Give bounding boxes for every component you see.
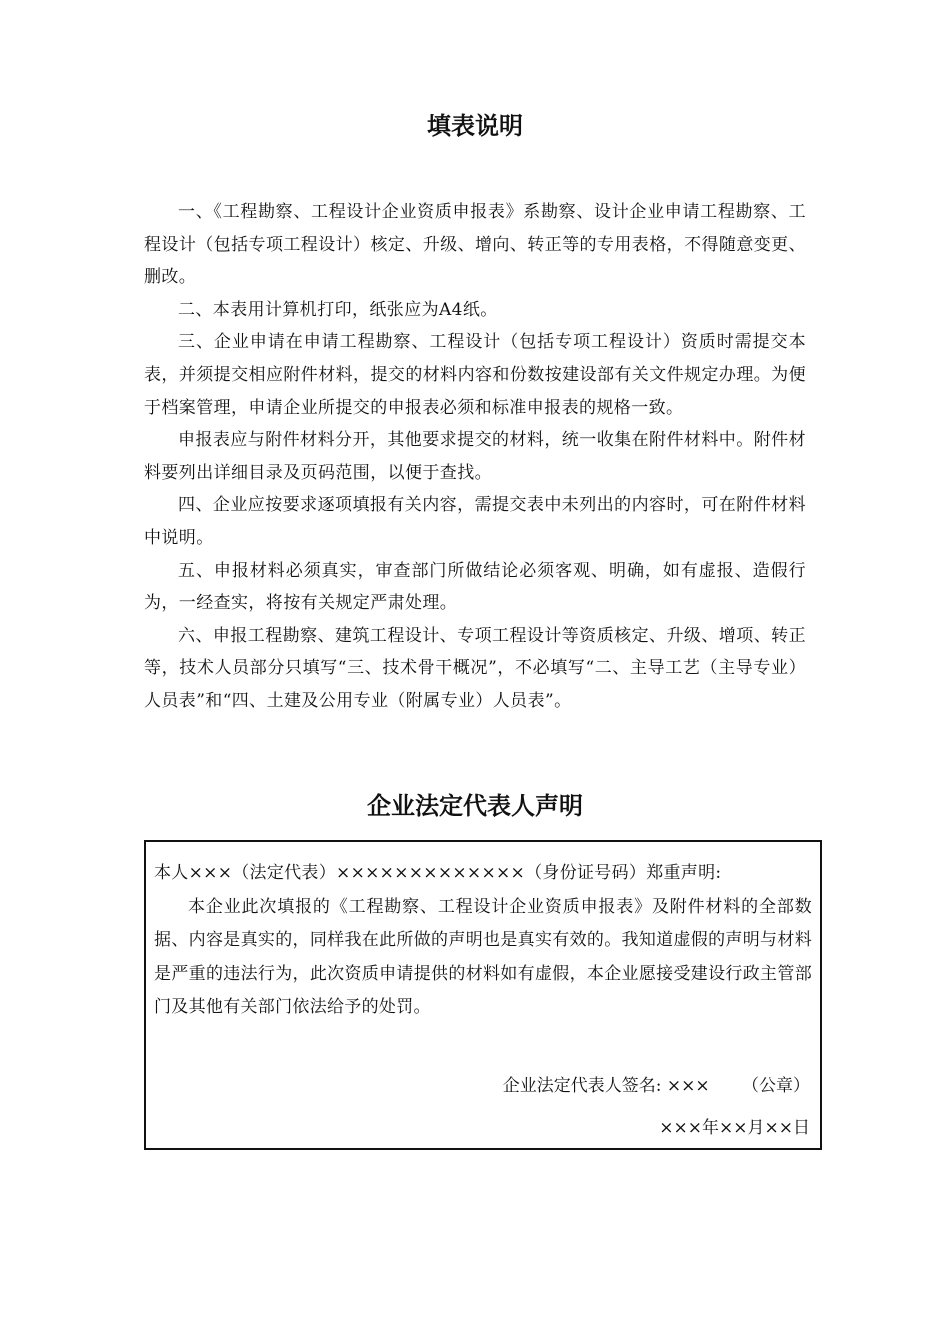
instruction-paragraph: 一、《工程勘察、工程设计企业资质申报表》系勘察、设计企业申请工程勘察、工程设计（包括专项工程设计）核定、升级、增向、转正等的专用表格，不得随意变更、删改。 bbox=[144, 202, 806, 288]
instruction-paragraph: 四、企业应按要求逐项填报有关内容，需提交表中未列出的内容时，可在附件材料中说明。 bbox=[144, 495, 806, 548]
declaration-title: 企业法定代表人声明 bbox=[367, 791, 583, 820]
instruction-paragraph: 二、本表用计算机打印，纸张应为A4纸。 bbox=[178, 299, 498, 320]
declaration-intro: 本人×××（法定代表）×××××××××××××（身份证号码）郑重声明: bbox=[154, 863, 722, 883]
instruction-paragraph: 三、企业申请在申请工程勘察、工程设计（包括专项工程设计）资质时需提交本表，并须提交相应附件材料，提交的材料内容和份数按建设部有关文件规定办理。为便于档案管理，申请企业所提交的申报表必须和标准申报表的规格一致。 bbox=[144, 332, 806, 418]
instruction-paragraph: 六、申报工程勘察、建筑工程设计、专项工程设计等资质核定、升级、增项、转正等，技术人员部分只填写“三、技术骨干概况”，不必填写“二、主导工艺（主导专业）人员表”和“四、土建及公用专业（附属专业）人员表”。 bbox=[144, 625, 806, 711]
instruction-paragraph: 五、申报材料必须真实，审查部门所做结论必须客观、明确，如有虚报、造假行为，一经查实，将按有关规定严肃处理。 bbox=[144, 560, 806, 614]
signature-line: 企业法定代表人签名: ××× （公章） bbox=[502, 1076, 810, 1096]
instructions-title: 填表说明 bbox=[427, 111, 523, 140]
declaration-body: 本企业此次填报的《工程勘察、工程设计企业资质申报表》及附件材料的全部数据、内容是真实的，同样我在此所做的声明也是真实有效的。我知道虚假的声明与材料是严重的违法行为，此次资质申请提供的材料如有虚假，本企业愿接受建设行政主管部门及其他有关部门依法给予的处罚。 bbox=[154, 896, 812, 1017]
instruction-paragraph: 申报表应与附件材料分开，其他要求提交的材料，统一收集在附件材料中。附件材料要列出详细目录及页码范围，以便于查找。 bbox=[144, 430, 806, 483]
declaration-box bbox=[144, 840, 822, 1150]
instructions-section bbox=[144, 196, 806, 718]
date-line: ×××年××月××日 bbox=[659, 1118, 810, 1138]
declaration-text bbox=[154, 857, 812, 1025]
